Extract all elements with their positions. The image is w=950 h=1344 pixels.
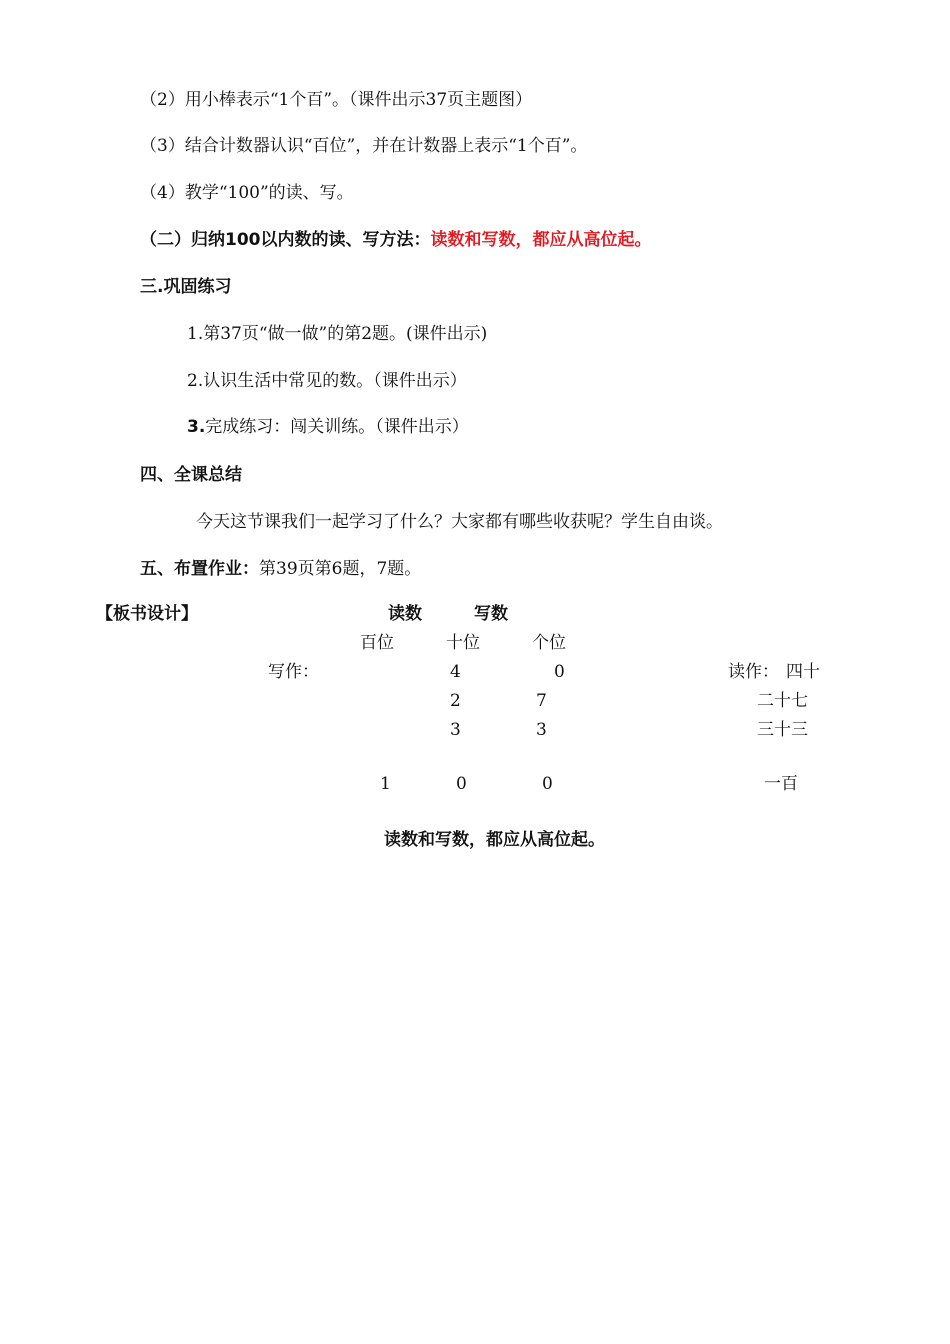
practice-item-2: 2.认识生活中常见的数。（课件出示） — [187, 371, 467, 391]
board-row-2-tens: 2 — [450, 691, 461, 711]
board-row-4-ones: 0 — [542, 774, 553, 794]
section5-line — [140, 557, 421, 581]
board-row-3-tens: 3 — [450, 720, 461, 740]
board-row-1-ones: 0 — [554, 662, 565, 682]
board-col-read: 读数 — [388, 604, 422, 624]
board-col-write: 写数 — [474, 604, 508, 624]
practice-item-1: 1.第37页“做一做”的第2题。(课件出示) — [187, 324, 488, 344]
write-label: 写作： — [268, 662, 319, 682]
practice-item-3-text: 完成练习：闯关训练。（课件出示） — [205, 417, 469, 437]
board-row-4-reading: 一百 — [764, 774, 798, 794]
read-label: 读作： — [728, 662, 779, 682]
place-hundreds: 百位 — [360, 633, 394, 653]
place-tens: 十位 — [446, 633, 480, 653]
lesson-item-2: （2）用小棒表示“1个百”。（课件出示37页主题图） — [140, 90, 533, 110]
board-row-1-reading: 四十 — [786, 662, 820, 682]
practice-item-3-number: 3. — [187, 417, 206, 437]
board-row-3-ones: 3 — [536, 720, 547, 740]
summary-line — [140, 228, 652, 252]
board-row-4-hundreds: 1 — [380, 774, 391, 794]
section5-heading: 五、布置作业： — [140, 559, 259, 579]
section3-heading: 三.巩固练习 — [140, 277, 232, 297]
board-row-3-reading: 三十三 — [757, 720, 808, 740]
board-row-4-tens: 0 — [456, 774, 467, 794]
section4-heading: 四、全课总结 — [140, 465, 242, 485]
lesson-item-4: （4）教学“100”的读、写。 — [140, 183, 354, 203]
place-ones: 个位 — [532, 633, 566, 653]
summary-label: （二）归纳100以内数的读、写方法： — [140, 230, 431, 250]
board-row-2-reading: 二十七 — [757, 691, 808, 711]
board-row-1-tens: 4 — [450, 662, 461, 682]
section4-text: 今天这节课我们一起学习了什么？大家都有哪些收获呢？学生自由谈。 — [196, 512, 723, 532]
board-conclusion: 读数和写数，都应从高位起。 — [384, 830, 605, 850]
board-row-2-ones: 7 — [536, 691, 547, 711]
summary-highlight: 读数和写数，都应从高位起。 — [430, 230, 652, 250]
board-title: 【板书设计】 — [96, 604, 198, 624]
section5-text: 第39页第6题，7题。 — [259, 559, 422, 579]
practice-item-3 — [187, 415, 469, 439]
lesson-item-3: （3）结合计数器认识“百位”，并在计数器上表示“1个百”。 — [140, 136, 588, 156]
